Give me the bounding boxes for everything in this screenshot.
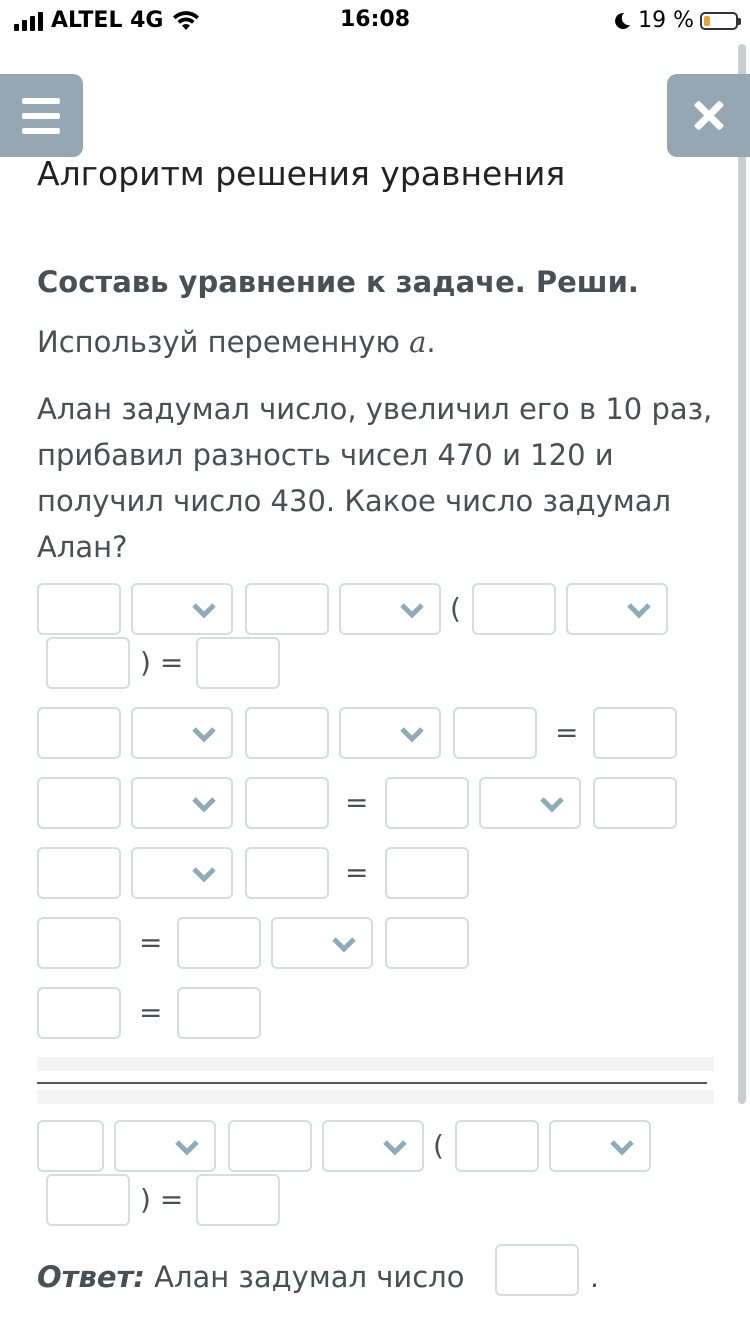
- input-box[interactable]: [593, 707, 677, 759]
- input-box[interactable]: [385, 917, 469, 969]
- operator-dropdown[interactable]: [549, 1120, 651, 1172]
- input-box[interactable]: [37, 917, 121, 969]
- equals-sign: =: [345, 786, 369, 819]
- input-box[interactable]: [593, 777, 677, 829]
- carrier-label: ALTEL 4G: [51, 8, 164, 33]
- menu-button[interactable]: [0, 74, 83, 157]
- problem-text: Алан задумал число, увеличил его в 10 раз, прибавил разность чисел 470 и 120 и получил число 430. Какое число задумал Алан?: [37, 392, 713, 564]
- answer-input[interactable]: [495, 1244, 579, 1296]
- equals-sign: =: [555, 716, 579, 749]
- scrollbar[interactable]: [738, 44, 746, 1104]
- operator-dropdown[interactable]: [339, 583, 441, 635]
- input-box[interactable]: [46, 1174, 130, 1226]
- operator-dropdown[interactable]: [479, 777, 581, 829]
- operator-dropdown[interactable]: [114, 1120, 216, 1172]
- equals-sign: =: [345, 856, 369, 889]
- input-box[interactable]: [455, 1120, 539, 1172]
- input-box[interactable]: [245, 707, 329, 759]
- input-box[interactable]: [385, 777, 469, 829]
- chevron-down-icon: [607, 1132, 637, 1162]
- input-box[interactable]: [37, 1120, 104, 1172]
- input-box[interactable]: [177, 917, 261, 969]
- equals-sign: =: [139, 926, 163, 959]
- variable-a: a: [409, 325, 427, 359]
- divider: [37, 1082, 707, 1084]
- chevron-down-icon: [189, 859, 219, 889]
- input-box[interactable]: [46, 637, 130, 689]
- input-box[interactable]: [228, 1120, 312, 1172]
- operator-dropdown[interactable]: [131, 847, 233, 899]
- separator-band: [37, 1057, 714, 1071]
- clock: 16:08: [339, 7, 411, 32]
- page-title: Алгоритм решения уравнения: [37, 154, 566, 193]
- input-box[interactable]: [37, 847, 121, 899]
- chevron-down-icon: [189, 789, 219, 819]
- input-box[interactable]: [245, 847, 329, 899]
- chevron-down-icon: [397, 719, 427, 749]
- input-box[interactable]: [37, 777, 121, 829]
- operator-dropdown[interactable]: [131, 583, 233, 635]
- chevron-down-icon: [397, 595, 427, 625]
- answer-period: .: [590, 1261, 599, 1294]
- battery-icon: [700, 12, 738, 30]
- status-right: [612, 8, 738, 33]
- answer-line: [37, 1254, 464, 1300]
- input-box[interactable]: [472, 583, 556, 635]
- input-box[interactable]: [37, 583, 121, 635]
- operator-dropdown[interactable]: [322, 1120, 424, 1172]
- input-box[interactable]: [177, 987, 261, 1039]
- operator-dropdown[interactable]: [131, 707, 233, 759]
- operator-dropdown[interactable]: [566, 583, 668, 635]
- separator-band: [37, 1090, 714, 1104]
- open-paren: (: [450, 592, 461, 625]
- operator-dropdown[interactable]: [271, 917, 373, 969]
- operator-dropdown[interactable]: [339, 707, 441, 759]
- input-box[interactable]: [196, 637, 280, 689]
- chevron-down-icon: [624, 595, 654, 625]
- answer-label: Ответ:: [37, 1260, 145, 1294]
- chevron-down-icon: [380, 1132, 410, 1162]
- battery-fill: [704, 16, 710, 26]
- moon-icon: [612, 11, 632, 31]
- input-box[interactable]: [37, 987, 121, 1039]
- chevron-down-icon: [329, 929, 359, 959]
- close-paren-equals: ) =: [140, 646, 184, 679]
- answer-text: Алан задумал число: [144, 1260, 465, 1294]
- hint-text: Используй переменную a.: [37, 325, 436, 359]
- chevron-down-icon: [189, 595, 219, 625]
- chevron-down-icon: [172, 1132, 202, 1162]
- close-paren-equals: ) =: [140, 1183, 184, 1216]
- battery-percent: 19 %: [638, 8, 694, 33]
- chevron-down-icon: [189, 719, 219, 749]
- input-box[interactable]: [245, 777, 329, 829]
- open-paren: (: [433, 1129, 444, 1162]
- status-bar: [0, 0, 750, 44]
- chevron-down-icon: [537, 789, 567, 819]
- task-title: Составь уравнение к задаче. Реши.: [37, 265, 639, 299]
- hamburger-icon: [22, 98, 60, 104]
- input-box[interactable]: [385, 847, 469, 899]
- equals-sign: =: [139, 996, 163, 1029]
- operator-dropdown[interactable]: [131, 777, 233, 829]
- input-box[interactable]: [453, 707, 537, 759]
- input-box[interactable]: [37, 707, 121, 759]
- input-box[interactable]: [245, 583, 329, 635]
- input-box[interactable]: [196, 1174, 280, 1226]
- close-button[interactable]: [667, 74, 750, 157]
